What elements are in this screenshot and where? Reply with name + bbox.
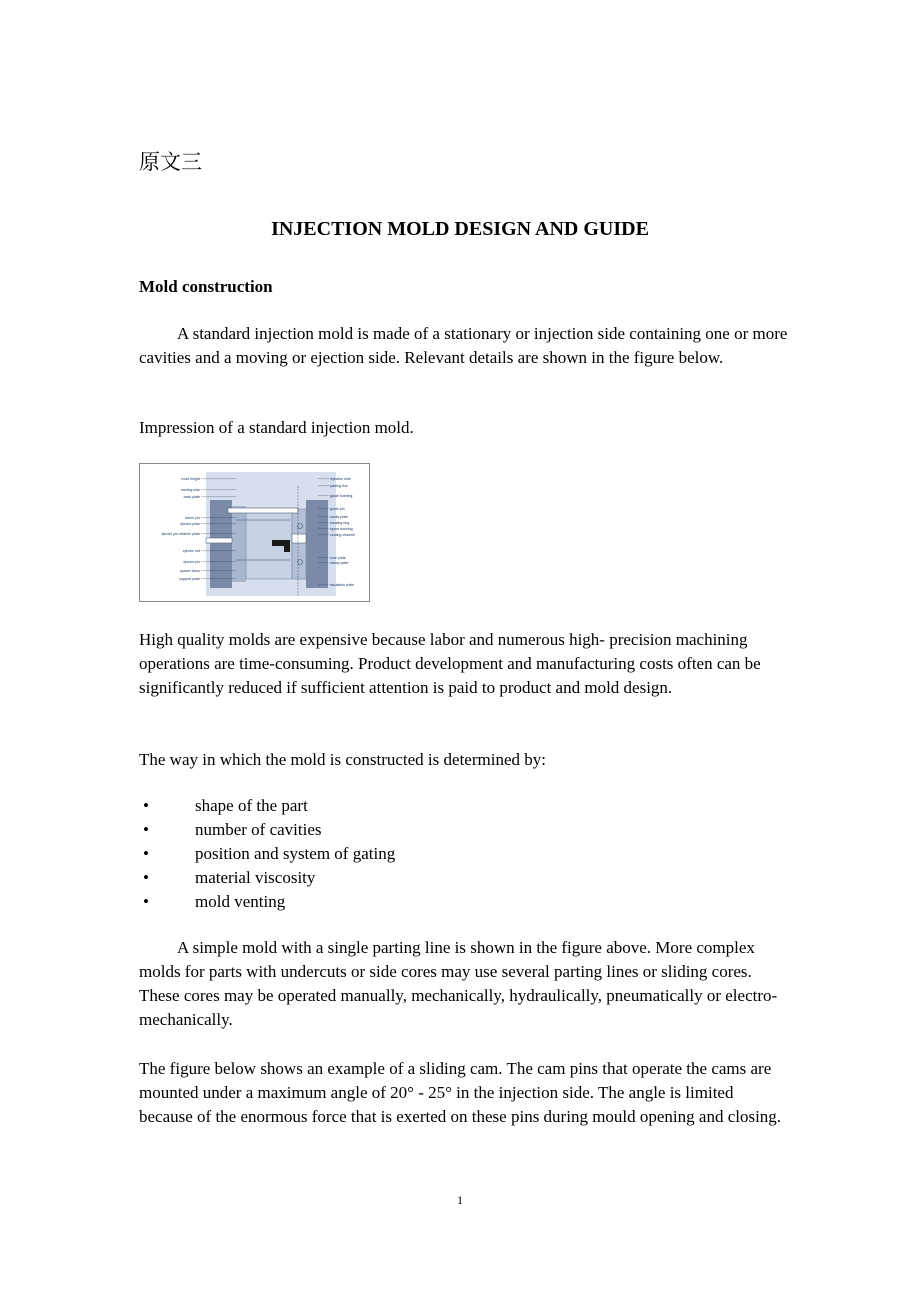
sliding-cam-paragraph: The figure below shows an example of a sliding cam. The cam pins that operate the cams are mounted under a maximum angle of 20° - 25° in the injection side. The angle is limited because of the enormous force that is exerted on these pins during mould opening and closing. (139, 1059, 782, 1126)
diagram-label: ejector plate (180, 522, 200, 526)
diagram-label: moving side (180, 488, 200, 492)
parting-line-paragraph: A simple mold with a single parting line is shown in the figure above. More complex molds for parts with undercuts or side cores may use several parting lines or sliding cores. These cores may be operated manually, mechanically, hydraulically, pneumatically or electro-mechanically. (139, 938, 778, 1029)
intro-paragraph: A standard injection mold is made of a stationary or injection side containing one or more cavities and a moving or ejection side. Relevant details are shown in the figure below. (139, 324, 788, 367)
diagram-label: guide bushing (330, 494, 353, 498)
list-item-text: number of cavities (195, 820, 322, 839)
diagram-label: guide pin (330, 507, 345, 511)
list-item-text: position and system of gating (195, 844, 396, 863)
diagram-label: back plate (183, 495, 200, 499)
mold-diagram-figure (139, 463, 370, 602)
list-item (130, 794, 395, 818)
bullet-icon: • (143, 892, 149, 911)
diagram-label: support plate (179, 577, 200, 581)
diagram-label: clamp plate (330, 561, 349, 565)
chinese-heading: 原文三 (139, 150, 202, 174)
figure-caption: Impression of a standard injection mold. (139, 418, 414, 437)
diagram-label: ejector rod (183, 549, 200, 553)
document-title: INJECTION MOLD DESIGN AND GUIDE (271, 218, 649, 240)
list-item-text: shape of the part (195, 796, 308, 815)
section-heading: Mold construction (139, 277, 273, 296)
construction-factors-list (130, 794, 395, 914)
list-item (130, 866, 395, 890)
diagram-label: cooling channel (330, 533, 355, 537)
diagram-label: core plate (330, 556, 346, 560)
diagram-label: return pin (184, 516, 200, 520)
diagram-label: ejector pin (183, 560, 200, 564)
list-item (130, 890, 395, 914)
diagram-label: injection side (330, 477, 351, 481)
list-item (130, 842, 395, 866)
diagram-label: locating ring (330, 521, 350, 525)
bullet-icon: • (143, 844, 149, 863)
mold-diagram (140, 464, 369, 601)
diagram-label: cavity plate (330, 515, 348, 519)
list-item-text: mold venting (195, 892, 286, 911)
bullet-icon: • (143, 796, 149, 815)
diagram-label: mold height (181, 477, 200, 481)
bullet-icon: • (143, 820, 149, 839)
diagram-label: sprue bushing (330, 527, 353, 531)
list-item-text: material viscosity (195, 868, 316, 887)
bullet-icon: • (143, 868, 149, 887)
diagram-label: parting line (330, 484, 348, 488)
page-number: 1 (457, 1193, 463, 1207)
diagram-label: insulation plate (330, 583, 354, 587)
list-intro: The way in which the mold is constructed is determined by: (139, 750, 546, 769)
list-item (130, 818, 395, 842)
cost-paragraph: High quality molds are expensive because labor and numerous high- precision machining operations are time-consuming. Product development and manufacturing costs often can be significantly reduced if sufficient attention is paid to product and mold design. (139, 630, 761, 697)
diagram-label: spacer block (179, 569, 200, 573)
diagram-label: ejector pin retainer plate (161, 532, 200, 536)
